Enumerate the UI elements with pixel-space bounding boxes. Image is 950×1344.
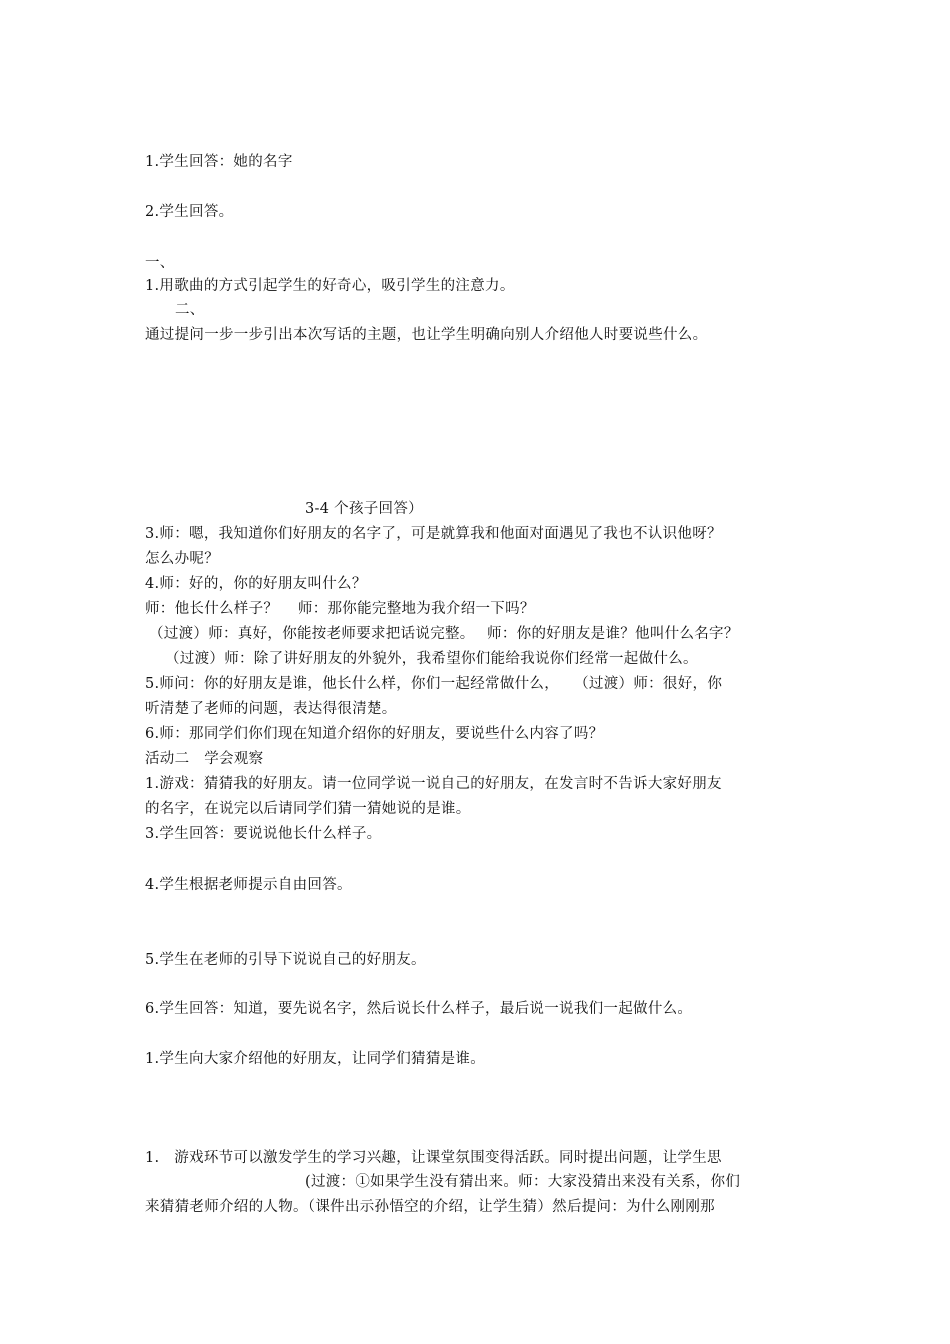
text-line: 4.师：好的，你的好朋友叫什么？ xyxy=(145,576,367,592)
text-line: 6.师：那同学们你们现在知道介绍你的好朋友，要说些什么内容了吗？ xyxy=(145,726,604,742)
section-heading: 二、 xyxy=(175,302,205,318)
text-line: 来猜猜老师介绍的人物。（课件出示孙悟空的介绍，让学生猜）然后提问：为什么刚刚那 xyxy=(145,1199,715,1215)
text-line: (过渡：①如果学生没有猜出来。师：大家没猜出来没有关系，你们 xyxy=(305,1174,741,1190)
text-line: 3-4 个孩子回答） xyxy=(305,501,423,517)
section-heading: 活动二 学会观察 xyxy=(145,751,264,767)
text-line: 怎么办呢？ xyxy=(145,551,219,567)
text-line: 4.学生根据老师提示自由回答。 xyxy=(145,877,352,893)
text-line: 的名字，在说完以后请同学们猜一猜她说的是谁。 xyxy=(145,801,471,817)
text-line: 6.学生回答：知道，要先说名字，然后说长什么样子，最后说一说我们一起做什么。 xyxy=(145,1001,693,1017)
text-line: 3.学生回答：要说说他长什么样子。 xyxy=(145,826,382,842)
text-line: 2.学生回答。 xyxy=(145,204,234,220)
text-line: 3.师：嗯，我知道你们好朋友的名字了，可是就算我和他面对面遇见了我也不认识他呀？ xyxy=(145,526,722,542)
text-line: 1.学生回答：她的名字 xyxy=(145,154,293,170)
text-line: 师：他长什么样子？ 师：那你能完整地为我介绍一下吗？ xyxy=(145,601,535,617)
text-line: 5.学生在老师的引导下说说自己的好朋友。 xyxy=(145,952,426,968)
text-line: 1.学生向大家介绍他的好朋友，让同学们猜猜是谁。 xyxy=(145,1051,486,1067)
text-line: 通过提问一步一步引出本次写话的主题，也让学生明确向别人介绍他人时要说些什么。 xyxy=(145,327,708,343)
text-line: （过渡）师：真好，你能按老师要求把话说完整。 师：你的好朋友是谁？他叫什么名字？ xyxy=(149,626,739,642)
section-heading: 一、 xyxy=(145,255,175,271)
text-line: 1.游戏：猜猜我的好朋友。请一位同学说一说自己的好朋友，在发言时不告诉大家好朋友 xyxy=(145,776,722,792)
text-line: 1. 游戏环节可以激发学生的学习兴趣，让课堂氛围变得活跃。同时提出问题，让学生思 xyxy=(145,1150,722,1166)
text-line: 1.用歌曲的方式引起学生的好奇心，吸引学生的注意力。 xyxy=(145,278,515,294)
text-line: 听清楚了老师的问题，表达得很清楚。 xyxy=(145,701,397,717)
text-line: （过渡）师：除了讲好朋友的外貌外，我希望你们能给我说你们经常一起做什么。 xyxy=(165,651,698,667)
text-line: 5.师问：你的好朋友是谁，他长什么样，你们一起经常做什么， （过渡）师：很好，你 xyxy=(145,676,723,692)
